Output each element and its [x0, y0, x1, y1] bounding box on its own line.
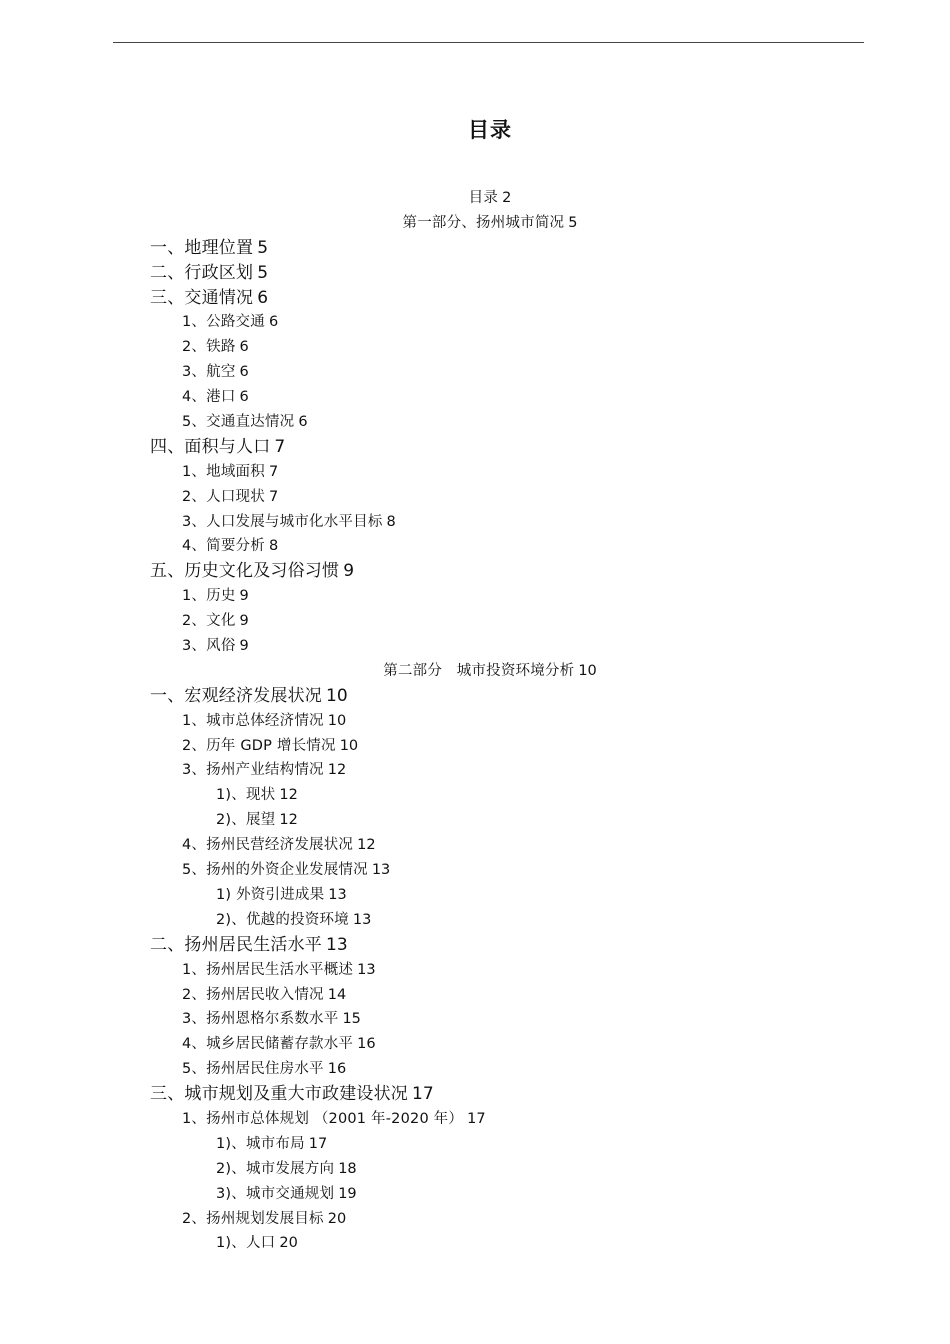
toc-entry-label: 2、扬州居民收入情况 [182, 986, 324, 1003]
toc-entry[interactable] [0, 310, 950, 335]
toc-entry-label: 4、城乡居民储蓄存款水平 [182, 1036, 354, 1053]
toc-entry-page-number: 8 [386, 513, 396, 530]
toc-entry-label: 1)、现状 [216, 787, 276, 804]
toc-entry[interactable] [0, 584, 950, 609]
toc-entry-label: 1、城市总体经济情况 [182, 712, 324, 729]
toc-entry-page-number: 13 [326, 934, 348, 955]
toc-entry-page-number: 5 [568, 214, 578, 231]
toc-entry[interactable] [0, 335, 950, 360]
toc-entry[interactable] [0, 1207, 950, 1232]
toc-entry[interactable] [0, 1157, 950, 1182]
toc-entry-page-number: 15 [342, 1011, 361, 1028]
toc-entry-label: 1、扬州居民生活水平概述 [182, 961, 354, 978]
toc-entry-page-number: 9 [239, 613, 249, 630]
toc-entry-label: 4、扬州民营经济发展状况 [182, 837, 354, 854]
toc-entry-page-number: 16 [357, 1036, 376, 1053]
toc-entry-page-number: 7 [268, 488, 279, 505]
toc-entry-label: 五、历史文化及习俗习惯 [150, 561, 340, 582]
toc-entry[interactable] [0, 783, 950, 808]
toc-entry-label: 1、扬州市总体规划 （2001 年-2020 年） [182, 1110, 464, 1127]
toc-entry-page-number: 10 [327, 712, 347, 729]
toc-entry-label: 1) 外资引进成果 [216, 886, 325, 903]
toc-entry-page-number: 6 [257, 287, 269, 308]
toc-entry-label: 4、港口 [182, 389, 236, 406]
toc-entry-page-number: 13 [371, 862, 391, 879]
toc-entry-page-number: 19 [338, 1185, 357, 1202]
toc-entry-page-number: 6 [239, 339, 249, 356]
toc-entry-label: 一、宏观经济发展状况 [150, 685, 322, 706]
toc-entry-page-number: 6 [239, 364, 249, 381]
toc-entry-label: 2)、优越的投资环境 [216, 911, 349, 928]
toc-entry-label: 3、航空 [182, 364, 236, 381]
toc-entry-page-number: 9 [343, 561, 355, 582]
toc-entry[interactable] [0, 261, 950, 286]
toc-entry[interactable] [0, 808, 950, 833]
toc-entry-page-number: 8 [268, 538, 279, 555]
toc-entry-page-number: 13 [328, 886, 347, 903]
toc-entry-page-number: 10 [339, 737, 359, 754]
toc-entry[interactable] [0, 709, 950, 734]
toc-entry-label: 2、人口现状 [182, 488, 265, 505]
toc-entry-page-number: 13 [352, 911, 372, 928]
toc-entry[interactable] [0, 534, 950, 559]
toc-entry[interactable] [0, 1182, 950, 1207]
toc-entry-page-number: 10 [578, 662, 597, 679]
toc-entry-page-number: 5 [257, 237, 269, 258]
toc-entry[interactable] [0, 211, 950, 236]
toc-entry-page-number: 6 [239, 389, 249, 406]
toc-entry-label: 3、扬州恩格尔系数水平 [182, 1011, 339, 1028]
toc-entry[interactable] [0, 485, 950, 510]
toc-entry-page-number: 5 [257, 262, 269, 283]
toc-entry-label: 2、扬州规划发展目标 [182, 1210, 324, 1227]
toc-entry-label: 第二部分 城市投资环境分析 [383, 662, 575, 679]
toc-entry-page-number: 6 [298, 414, 308, 431]
toc-entry-page-number: 6 [268, 314, 279, 331]
toc-entry-page-number: 18 [338, 1160, 357, 1177]
toc-entry[interactable] [0, 983, 950, 1008]
page-title: 目录 [468, 118, 512, 142]
toc-entry[interactable] [0, 510, 950, 535]
toc-entry-label: 2)、城市发展方向 [216, 1160, 335, 1177]
toc-entry-label: 3)、城市交通规划 [216, 1185, 335, 1202]
toc-entry-label: 四、面积与人口 [150, 436, 271, 457]
toc-entry[interactable] [0, 435, 950, 460]
toc-entry[interactable] [0, 858, 950, 883]
toc-entry-page-number: 12 [327, 762, 347, 779]
toc-entry-label: 2、历年 GDP 增长情况 [182, 737, 336, 754]
toc-entry-page-number: 9 [239, 588, 249, 605]
toc-entry-page-number: 10 [326, 685, 348, 706]
toc-entry[interactable] [0, 360, 950, 385]
toc-entry[interactable] [0, 758, 950, 783]
toc-entry-label: 3、人口发展与城市化水平目标 [182, 513, 383, 530]
toc-entry-page-number: 12 [279, 787, 298, 804]
toc-entry-page-number: 9 [239, 638, 249, 655]
toc-entry-label: 5、扬州的外资企业发展情况 [182, 862, 368, 879]
toc-entry-label: 1、地域面积 [182, 463, 265, 480]
toc-entry-page-number: 7 [274, 436, 286, 457]
toc-entry[interactable] [0, 1057, 950, 1082]
toc-entry-page-number: 7 [268, 463, 279, 480]
toc-entry[interactable] [0, 933, 950, 958]
toc-entry[interactable] [0, 1082, 950, 1107]
toc-entry-page-number: 17 [308, 1135, 328, 1152]
toc-entry-page-number: 20 [327, 1210, 347, 1227]
toc-entry-label: 目录 [468, 190, 499, 206]
toc-entry-label: 1、公路交通 [182, 314, 265, 331]
toc-entry-page-number: 2 [502, 190, 512, 206]
toc-entry-label: 2、铁路 [182, 339, 236, 356]
toc-entry[interactable] [0, 659, 950, 684]
toc-entry[interactable] [0, 236, 950, 261]
toc-entry-page-number: 14 [327, 986, 347, 1003]
toc-entry-label: 1)、人口 [216, 1235, 276, 1252]
toc-entry[interactable] [0, 734, 950, 759]
toc-entry-label: 1)、城市布局 [216, 1135, 305, 1152]
toc-entry[interactable] [0, 833, 950, 858]
toc-entry[interactable] [0, 460, 950, 485]
toc-entry-page-number: 13 [357, 961, 376, 978]
toc-entry[interactable] [0, 1231, 950, 1256]
toc-entry[interactable] [0, 559, 950, 584]
toc-entry-label: 3、扬州产业结构情况 [182, 762, 324, 779]
toc-entry-label: 一、地理位置 [150, 237, 254, 258]
toc-entry-label: 二、行政区划 [150, 262, 254, 283]
toc-entry-label: 1、历史 [182, 588, 236, 605]
toc-entry[interactable] [0, 385, 950, 410]
header-rule [113, 42, 864, 43]
toc-entry-label: 2、文化 [182, 613, 236, 630]
toc-entry[interactable] [0, 286, 950, 311]
toc-entry[interactable] [0, 883, 950, 908]
toc-entry[interactable] [0, 634, 950, 659]
toc-entry[interactable] [0, 186, 950, 211]
toc-entry[interactable] [0, 609, 950, 634]
toc-entry[interactable] [0, 1107, 950, 1132]
toc-entry-page-number: 17 [412, 1084, 434, 1105]
toc-entry[interactable] [0, 1032, 950, 1057]
toc-entry[interactable] [0, 410, 950, 435]
toc-entry[interactable] [0, 958, 950, 983]
toc-entry-label: 二、扬州居民生活水平 [150, 934, 322, 955]
toc-entry[interactable] [0, 908, 950, 933]
table-of-contents [0, 186, 950, 1256]
toc-entry-page-number: 12 [279, 812, 298, 829]
toc-entry[interactable] [0, 1007, 950, 1032]
toc-entry-label: 3、风俗 [182, 638, 236, 655]
toc-entry-label: 4、简要分析 [182, 538, 265, 555]
toc-entry-label: 三、交通情况 [150, 287, 254, 308]
toc-entry[interactable] [0, 684, 950, 709]
toc-entry-page-number: 17 [467, 1110, 486, 1127]
toc-entry-label: 第一部分、扬州城市简况 [402, 214, 565, 231]
toc-entry-page-number: 20 [279, 1235, 298, 1252]
toc-entry-label: 2)、展望 [216, 812, 276, 829]
toc-entry-page-number: 16 [327, 1061, 347, 1078]
toc-entry-label: 5、扬州居民住房水平 [182, 1061, 324, 1078]
toc-entry-page-number: 12 [357, 837, 376, 854]
toc-entry[interactable] [0, 1132, 950, 1157]
toc-entry-label: 三、城市规划及重大市政建设状况 [150, 1084, 408, 1105]
toc-entry-label: 5、交通直达情况 [182, 414, 295, 431]
